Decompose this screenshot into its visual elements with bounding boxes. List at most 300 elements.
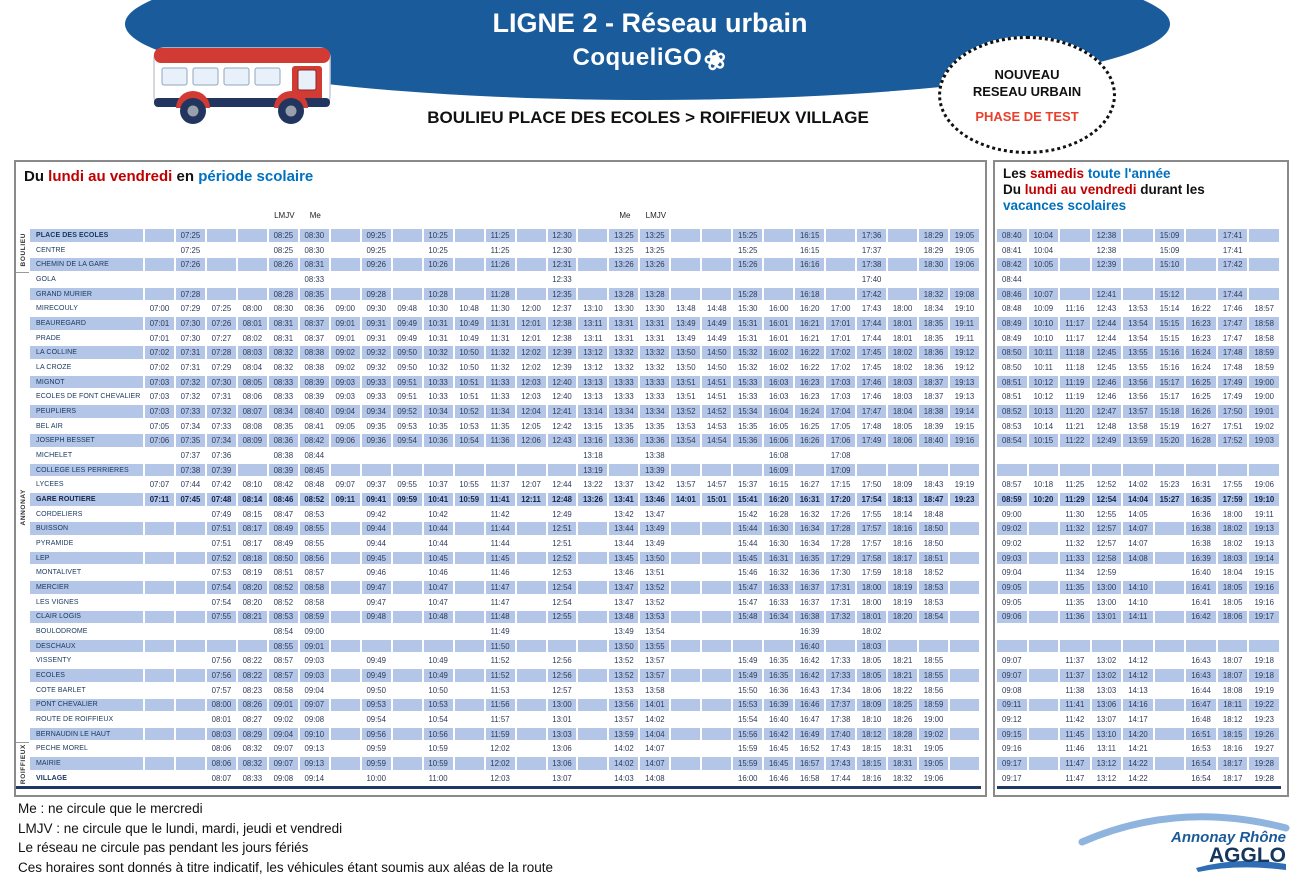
time-cell: 09:41 (362, 493, 393, 506)
time-cell (331, 743, 362, 756)
time-cell: 10:04 (1029, 244, 1061, 257)
time-cell: 07:44 (176, 478, 207, 491)
time-cell: 14:57 (702, 478, 733, 491)
time-cell: 11:53 (486, 684, 517, 697)
time-cell (1092, 464, 1124, 477)
time-cell: 13:55 (1123, 346, 1155, 359)
time-cell: 12:38 (1092, 244, 1124, 257)
time-cell (578, 669, 609, 682)
time-cell (145, 640, 176, 653)
time-cell: 17:33 (826, 669, 857, 682)
time-cell (578, 640, 609, 653)
time-cell: 18:00 (888, 302, 919, 315)
timetable-row (997, 360, 1281, 375)
timetable-row (997, 742, 1281, 757)
timetable-row (16, 668, 981, 683)
time-cell: 10:49 (455, 332, 486, 345)
time-cell (950, 508, 981, 521)
time-cell: 19:00 (1249, 376, 1281, 389)
time-cell: 10:44 (424, 537, 455, 550)
time-cell (950, 464, 981, 477)
time-cell: 16:15 (764, 478, 795, 491)
time-cell: 08:59 (997, 493, 1029, 506)
station-name-cell: BUISSON (30, 522, 145, 535)
time-cell: 11:48 (486, 611, 517, 624)
time-cell (671, 625, 702, 638)
time-cell: 16:01 (764, 317, 795, 330)
time-cell (997, 449, 1029, 462)
time-cell: 13:57 (671, 478, 702, 491)
poppy-flower-icon: ❀ (701, 42, 731, 78)
time-cell: 08:47 (269, 508, 300, 521)
time-cell: 09:49 (362, 655, 393, 668)
time-cell (145, 537, 176, 550)
time-cell: 16:40 (764, 713, 795, 726)
station-name-cell: PRADE (30, 332, 145, 345)
time-cell: 08:01 (238, 317, 269, 330)
time-cell: 18:34 (919, 302, 950, 315)
title-seg: période scolaire (198, 168, 314, 185)
timetable-row (16, 639, 981, 654)
time-cell: 10:10 (1029, 317, 1061, 330)
time-cell: 09:52 (393, 405, 424, 418)
time-cell: 13:45 (609, 552, 640, 565)
time-cell: 11:49 (486, 625, 517, 638)
time-cell: 17:29 (826, 552, 857, 565)
time-cell: 09:07 (997, 655, 1029, 668)
time-cell: 08:39 (300, 376, 331, 389)
time-cell (950, 757, 981, 770)
station-name-cell: PLACE DES ECOLES (30, 229, 145, 242)
time-cell: 10:47 (424, 596, 455, 609)
time-cell: 09:00 (300, 625, 331, 638)
timetable-row (997, 301, 1281, 316)
time-cell: 11:44 (486, 522, 517, 535)
time-cell (702, 728, 733, 741)
time-cell: 15:32 (733, 346, 764, 359)
time-cell: 18:57 (1249, 302, 1281, 315)
time-cell: 16:37 (795, 581, 826, 594)
time-cell (1060, 464, 1092, 477)
route-title: BOULIEU PLACE DES ECOLES > ROIFFIEUX VILLAGE (427, 108, 869, 127)
time-cell: 16:44 (1186, 684, 1218, 697)
time-cell (671, 669, 702, 682)
time-cell (888, 449, 919, 462)
time-cell: 09:02 (997, 537, 1029, 550)
timetable-row (997, 653, 1281, 668)
time-cell (176, 669, 207, 682)
service-code-label: Me (619, 211, 631, 220)
time-cell (176, 728, 207, 741)
timetable-row (16, 477, 981, 492)
time-cell: 14:12 (1123, 655, 1155, 668)
time-cell: 19:13 (1249, 537, 1281, 550)
time-cell: 12:03 (517, 376, 548, 389)
legend-line: Ces horaires sont donnés à titre indicatif, les véhicules étant soumis aux aléas de la route (18, 859, 554, 875)
time-cell (671, 684, 702, 697)
time-cell: 12:41 (1092, 288, 1124, 301)
time-cell: 08:55 (300, 537, 331, 550)
time-cell: 17:41 (1218, 229, 1250, 242)
time-cell: 13:30 (609, 302, 640, 315)
time-cell: 18:07 (1218, 669, 1250, 682)
time-cell: 16:22 (795, 346, 826, 359)
time-cell: 08:58 (300, 581, 331, 594)
time-cell: 19:14 (1249, 552, 1281, 565)
time-cell: 10:20 (1029, 493, 1061, 506)
time-cell: 13:36 (609, 434, 640, 447)
service-code-label (424, 211, 455, 220)
time-cell: 14:07 (1123, 522, 1155, 535)
time-cell: 09:44 (362, 522, 393, 535)
time-cell: 16:41 (1186, 596, 1218, 609)
time-cell: 11:25 (486, 229, 517, 242)
time-cell (702, 611, 733, 624)
time-cell (145, 713, 176, 726)
time-cell: 17:02 (826, 346, 857, 359)
time-cell: 12:48 (1092, 420, 1124, 433)
time-cell: 13:55 (1123, 361, 1155, 374)
time-cell: 19:00 (919, 713, 950, 726)
time-cell: 07:34 (176, 420, 207, 433)
time-cell: 08:00 (207, 699, 238, 712)
time-cell (764, 288, 795, 301)
time-cell (1249, 625, 1281, 638)
time-cell: 13:37 (609, 478, 640, 491)
time-cell: 16:21 (795, 332, 826, 345)
time-cell: 17:55 (857, 508, 888, 521)
time-cell: 18:58 (1249, 317, 1281, 330)
time-cell: 11:25 (486, 244, 517, 257)
time-cell: 11:45 (1060, 728, 1092, 741)
badge-phase-test: PHASE DE TEST (975, 108, 1079, 124)
time-cell: 07:32 (176, 376, 207, 389)
time-cell: 18:02 (888, 361, 919, 374)
time-cell: 09:15 (997, 728, 1029, 741)
time-cell: 15:33 (733, 390, 764, 403)
time-cell: 18:59 (1249, 346, 1281, 359)
time-cell: 12:03 (517, 390, 548, 403)
time-cell: 18:05 (857, 669, 888, 682)
time-cell: 13:26 (609, 258, 640, 271)
time-cell: 13:15 (578, 420, 609, 433)
time-cell (950, 596, 981, 609)
time-cell: 11:47 (486, 581, 517, 594)
time-cell: 07:25 (176, 244, 207, 257)
time-cell: 10:50 (424, 684, 455, 697)
timetable-row (997, 331, 1281, 346)
time-cell: 11:19 (1060, 376, 1092, 389)
station-name-cell: ECOLES DE FONT CHEVALIER (30, 390, 145, 403)
time-cell: 08:42 (300, 434, 331, 447)
time-cell: 08:32 (238, 757, 269, 770)
time-cell: 08:20 (238, 596, 269, 609)
time-cell: 07:11 (145, 493, 176, 506)
timetable-row (997, 257, 1281, 272)
time-cell (702, 684, 733, 697)
time-cell (548, 640, 579, 653)
time-cell: 13:57 (609, 713, 640, 726)
time-cell (702, 566, 733, 579)
time-cell (702, 244, 733, 257)
station-name-cell: GRAND MURIER (30, 288, 145, 301)
time-cell: 09:01 (331, 332, 362, 345)
time-cell: 11:41 (486, 493, 517, 506)
time-cell: 16:35 (1186, 493, 1218, 506)
time-cell: 09:37 (362, 478, 393, 491)
time-cell: 08:33 (269, 390, 300, 403)
time-cell: 13:32 (609, 346, 640, 359)
time-cell: 11:20 (1060, 405, 1092, 418)
time-cell (671, 464, 702, 477)
time-cell (176, 552, 207, 565)
time-cell: 10:35 (424, 420, 455, 433)
time-cell (517, 508, 548, 521)
station-name-cell: LYCEES (30, 478, 145, 491)
service-code-label (950, 211, 981, 220)
time-cell (331, 728, 362, 741)
timetable-row (997, 521, 1281, 536)
time-cell: 16:30 (764, 537, 795, 550)
timetable-row (16, 551, 981, 566)
time-cell (764, 640, 795, 653)
time-cell: 15:31 (733, 317, 764, 330)
time-cell: 13:54 (1123, 317, 1155, 330)
time-cell (702, 640, 733, 653)
time-cell: 14:48 (702, 302, 733, 315)
time-cell: 14:49 (702, 332, 733, 345)
service-code-label (733, 211, 764, 220)
time-cell (950, 728, 981, 741)
time-cell (145, 743, 176, 756)
time-cell: 09:32 (362, 361, 393, 374)
group-divider (16, 742, 29, 743)
time-cell: 16:53 (1186, 743, 1218, 756)
time-cell: 07:39 (207, 464, 238, 477)
time-cell: 08:50 (997, 346, 1029, 359)
time-cell: 19:11 (950, 317, 981, 330)
time-cell: 13:02 (1092, 655, 1124, 668)
time-cell: 12:54 (548, 581, 579, 594)
time-cell: 17:01 (826, 317, 857, 330)
time-cell: 08:05 (238, 376, 269, 389)
time-cell: 16:40 (1186, 566, 1218, 579)
time-cell: 19:06 (1249, 478, 1281, 491)
time-cell: 11:35 (1060, 596, 1092, 609)
time-cell (919, 273, 950, 286)
time-cell (455, 288, 486, 301)
timetable-row (16, 243, 981, 258)
time-cell: 15:17 (1155, 376, 1187, 389)
time-cell: 07:26 (207, 317, 238, 330)
time-cell (145, 699, 176, 712)
time-cell (1186, 273, 1218, 286)
time-cell: 12:43 (548, 434, 579, 447)
time-cell: 08:36 (300, 302, 331, 315)
time-cell: 14:04 (640, 728, 671, 741)
time-cell: 18:09 (857, 699, 888, 712)
time-cell: 10:04 (1029, 229, 1061, 242)
time-cell: 13:28 (609, 288, 640, 301)
time-cell: 15:12 (1155, 288, 1187, 301)
time-cell: 13:32 (640, 361, 671, 374)
time-cell: 16:21 (795, 317, 826, 330)
time-cell: 19:05 (919, 757, 950, 770)
time-cell: 07:57 (207, 684, 238, 697)
time-cell: 12:03 (486, 772, 517, 785)
time-cell: 08:35 (269, 420, 300, 433)
time-cell: 09:28 (362, 288, 393, 301)
time-cell (455, 258, 486, 271)
time-cell: 15:34 (733, 405, 764, 418)
time-cell: 08:49 (997, 332, 1029, 345)
time-cell (1029, 640, 1061, 653)
time-cell: 08:42 (269, 478, 300, 491)
station-name-cell: PONT CHEVALIER (30, 699, 145, 712)
time-cell (517, 757, 548, 770)
time-cell: 17:46 (857, 376, 888, 389)
time-cell: 12:02 (486, 757, 517, 770)
time-cell: 08:52 (997, 405, 1029, 418)
time-cell: 16:24 (1186, 346, 1218, 359)
time-cell (331, 464, 362, 477)
time-cell: 08:20 (238, 581, 269, 594)
time-cell: 16:42 (764, 728, 795, 741)
time-cell: 17:32 (826, 611, 857, 624)
time-cell (578, 655, 609, 668)
time-cell: 11:17 (1060, 332, 1092, 345)
time-cell (795, 449, 826, 462)
time-cell (1060, 229, 1092, 242)
time-cell (517, 288, 548, 301)
time-cell: 12:35 (548, 288, 579, 301)
time-cell: 07:51 (207, 522, 238, 535)
time-cell: 16:41 (1186, 581, 1218, 594)
time-cell: 11:31 (486, 332, 517, 345)
time-cell: 17:48 (857, 420, 888, 433)
legend-notes (18, 799, 553, 877)
time-cell: 12:31 (548, 258, 579, 271)
time-cell: 16:40 (795, 640, 826, 653)
time-cell (1060, 449, 1092, 462)
time-cell (1029, 743, 1061, 756)
time-cell: 13:34 (609, 405, 640, 418)
time-cell (1029, 655, 1061, 668)
time-cell: 10:45 (424, 552, 455, 565)
timetable-row (16, 389, 981, 404)
time-cell: 15:15 (1155, 317, 1187, 330)
time-cell: 13:03 (548, 728, 579, 741)
time-cell: 14:17 (1123, 713, 1155, 726)
time-cell: 09:07 (269, 757, 300, 770)
time-cell (702, 757, 733, 770)
time-cell (393, 757, 424, 770)
time-cell: 13:53 (609, 684, 640, 697)
time-cell: 09:01 (331, 317, 362, 330)
time-cell: 08:52 (269, 581, 300, 594)
time-cell (176, 772, 207, 785)
service-code-label (795, 211, 826, 220)
time-cell: 09:03 (331, 390, 362, 403)
time-cell: 12:02 (517, 361, 548, 374)
time-cell: 10:12 (1029, 390, 1061, 403)
service-code-label (578, 211, 609, 220)
time-cell: 16:00 (733, 772, 764, 785)
service-code-label (455, 211, 486, 220)
time-cell: 15:23 (1155, 478, 1187, 491)
time-cell: 18:16 (888, 537, 919, 550)
time-cell (176, 581, 207, 594)
time-cell: 18:15 (857, 757, 888, 770)
time-cell (176, 522, 207, 535)
time-cell: 19:08 (950, 288, 981, 301)
time-cell: 13:51 (671, 376, 702, 389)
time-cell: 11:44 (486, 537, 517, 550)
time-cell (455, 684, 486, 697)
time-cell (1123, 566, 1155, 579)
time-cell (145, 244, 176, 257)
time-cell (764, 244, 795, 257)
time-cell (331, 537, 362, 550)
time-cell: 16:49 (795, 728, 826, 741)
time-cell (1186, 640, 1218, 653)
time-cell: 07:25 (207, 302, 238, 315)
time-cell: 18:31 (888, 757, 919, 770)
time-cell: 19:19 (1249, 684, 1281, 697)
time-cell (176, 508, 207, 521)
time-cell: 14:50 (702, 361, 733, 374)
time-cell: 08:28 (269, 288, 300, 301)
time-cell: 13:01 (548, 713, 579, 726)
time-cell: 18:51 (919, 552, 950, 565)
time-cell: 16:31 (1186, 478, 1218, 491)
time-cell: 17:03 (826, 376, 857, 389)
time-cell (424, 625, 455, 638)
time-cell: 15:25 (733, 229, 764, 242)
time-cell (702, 552, 733, 565)
time-cell: 13:12 (578, 361, 609, 374)
time-cell: 16:23 (1186, 332, 1218, 345)
time-cell (702, 288, 733, 301)
time-cell: 10:33 (424, 390, 455, 403)
time-cell: 12:54 (1092, 493, 1124, 506)
time-cell: 18:35 (919, 332, 950, 345)
time-cell: 09:05 (331, 420, 362, 433)
time-cell: 08:00 (238, 302, 269, 315)
time-cell: 09:08 (269, 772, 300, 785)
time-cell (207, 229, 238, 242)
service-code-label (764, 211, 795, 220)
time-cell (671, 288, 702, 301)
time-cell (393, 508, 424, 521)
time-cell: 12:38 (548, 317, 579, 330)
time-cell: 09:55 (393, 478, 424, 491)
time-cell: 08:55 (269, 640, 300, 653)
time-cell: 07:31 (176, 361, 207, 374)
time-cell (393, 713, 424, 726)
time-cell (1155, 684, 1187, 697)
time-cell: 19:26 (1249, 728, 1281, 741)
time-cell (578, 537, 609, 550)
time-cell: 08:34 (269, 405, 300, 418)
time-cell (702, 537, 733, 550)
time-cell: 16:45 (764, 743, 795, 756)
time-cell: 13:57 (640, 655, 671, 668)
timetable-row (16, 316, 981, 331)
time-cell: 11:32 (486, 346, 517, 359)
time-cell: 14:12 (1123, 669, 1155, 682)
time-cell: 11:36 (1060, 611, 1092, 624)
